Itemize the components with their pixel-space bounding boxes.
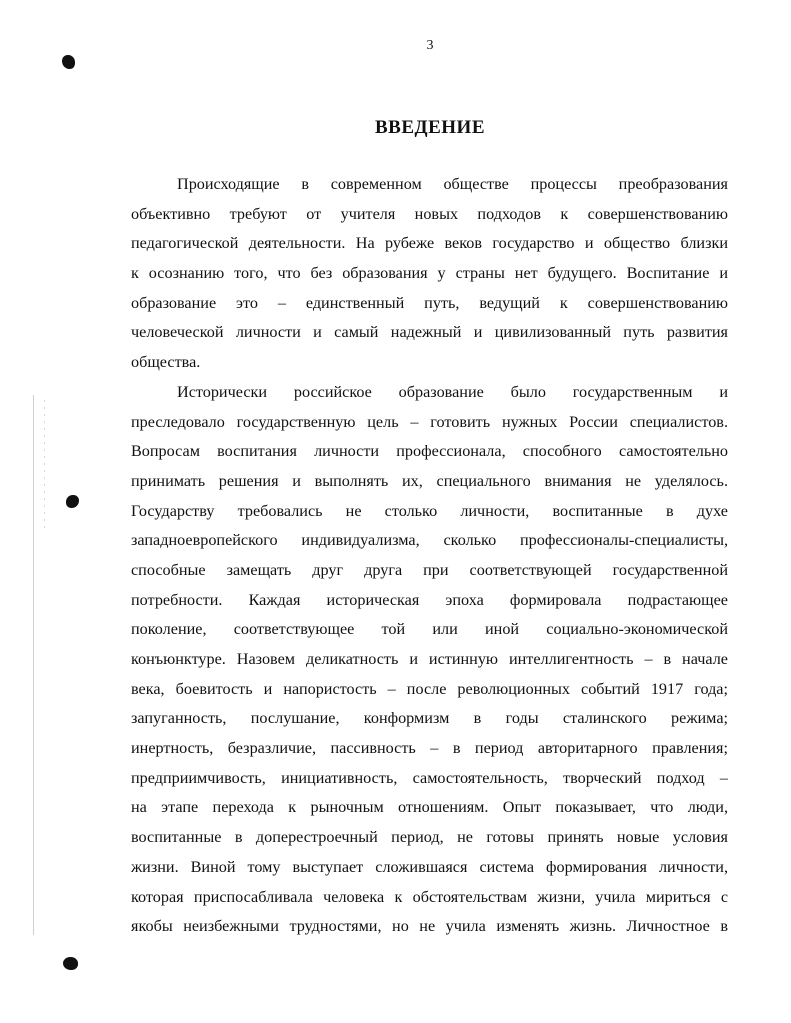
paragraph-2 [131, 378, 728, 942]
text-line: способные замещать друг друга при соответствующей государственной [131, 560, 728, 579]
text-line: Исторически российское образование было государственным и [177, 382, 728, 401]
binder-hole-top [62, 55, 75, 69]
text-line: принимать решения и выполнять их, специального внимания не уделялось. [131, 471, 728, 490]
binder-hole-bottom [63, 957, 78, 970]
text-line: потребности. Каждая историческая эпоха формировала подрастающее [131, 590, 728, 609]
text-line: человеческой личности и самый надежный и цивилизованный путь развития [131, 323, 728, 342]
text-line: которая приспосабливала человека к обстоятельствам жизни, учила мириться с [131, 887, 728, 906]
body-text [131, 170, 728, 942]
section-heading: ВВЕДЕНИЕ [375, 117, 485, 138]
text-line: поколение, соответствующее той или иной социально-экономической [131, 620, 728, 639]
text-line: жизни. Виной тому выступает сложившаяся система формирования личности, [131, 857, 728, 876]
text-line: века, боевитость и напористость – после революционных событий 1917 года; [131, 679, 728, 698]
text-line: преследовало государственную цель – готовить нужных России специалистов. [131, 412, 728, 431]
text-line: педагогической деятельности. На рубеже веков государство и общество близки [131, 234, 728, 253]
text-line: якобы неизбежными трудностями, но не учила изменять жизнь. Личностное в [131, 917, 728, 936]
text-line: объективно требуют от учителя новых подходов к совершенствованию [131, 204, 728, 223]
text-line: западноевропейского индивидуализма, сколько профессионалы-специалисты, [131, 531, 728, 550]
text-line: на этапе перехода к рыночным отношениям. Опыт показывает, что люди, [131, 798, 728, 817]
text-line: воспитанные в доперестроечный период, не готовы принять новые условия [131, 828, 728, 847]
text-line: конъюнктуре. Назовем деликатность и истинную интеллигентность – в начале [131, 650, 728, 668]
text-line: Государству требовались не столько личности, воспитанные в духе [131, 501, 728, 520]
text-line: общества. [131, 353, 201, 372]
text-line: запуганность, послушание, конформизм в годы сталинского режима; [131, 709, 728, 728]
text-line: Происходящие в современном обществе процессы преобразования [177, 175, 728, 193]
text-line: предприимчивость, инициативность, самостоятельность, творческий подход – [131, 768, 728, 787]
paragraph-1 [131, 170, 728, 378]
text-line: к осознанию того, что без образования у страны нет будущего. Воспитание и [131, 264, 728, 283]
text-line: Вопросам воспитания личности профессионала, способного самостоятельно [131, 442, 728, 461]
text-line: инертность, безразличие, пассивность – в период авторитарного правления; [131, 739, 728, 758]
text-line: образование это – единственный путь, ведущий к совершенствованию [131, 293, 728, 312]
margin-dots [44, 400, 45, 530]
page-number: 3 [426, 38, 434, 53]
binder-hole-middle [66, 495, 79, 508]
margin-line [33, 395, 34, 935]
